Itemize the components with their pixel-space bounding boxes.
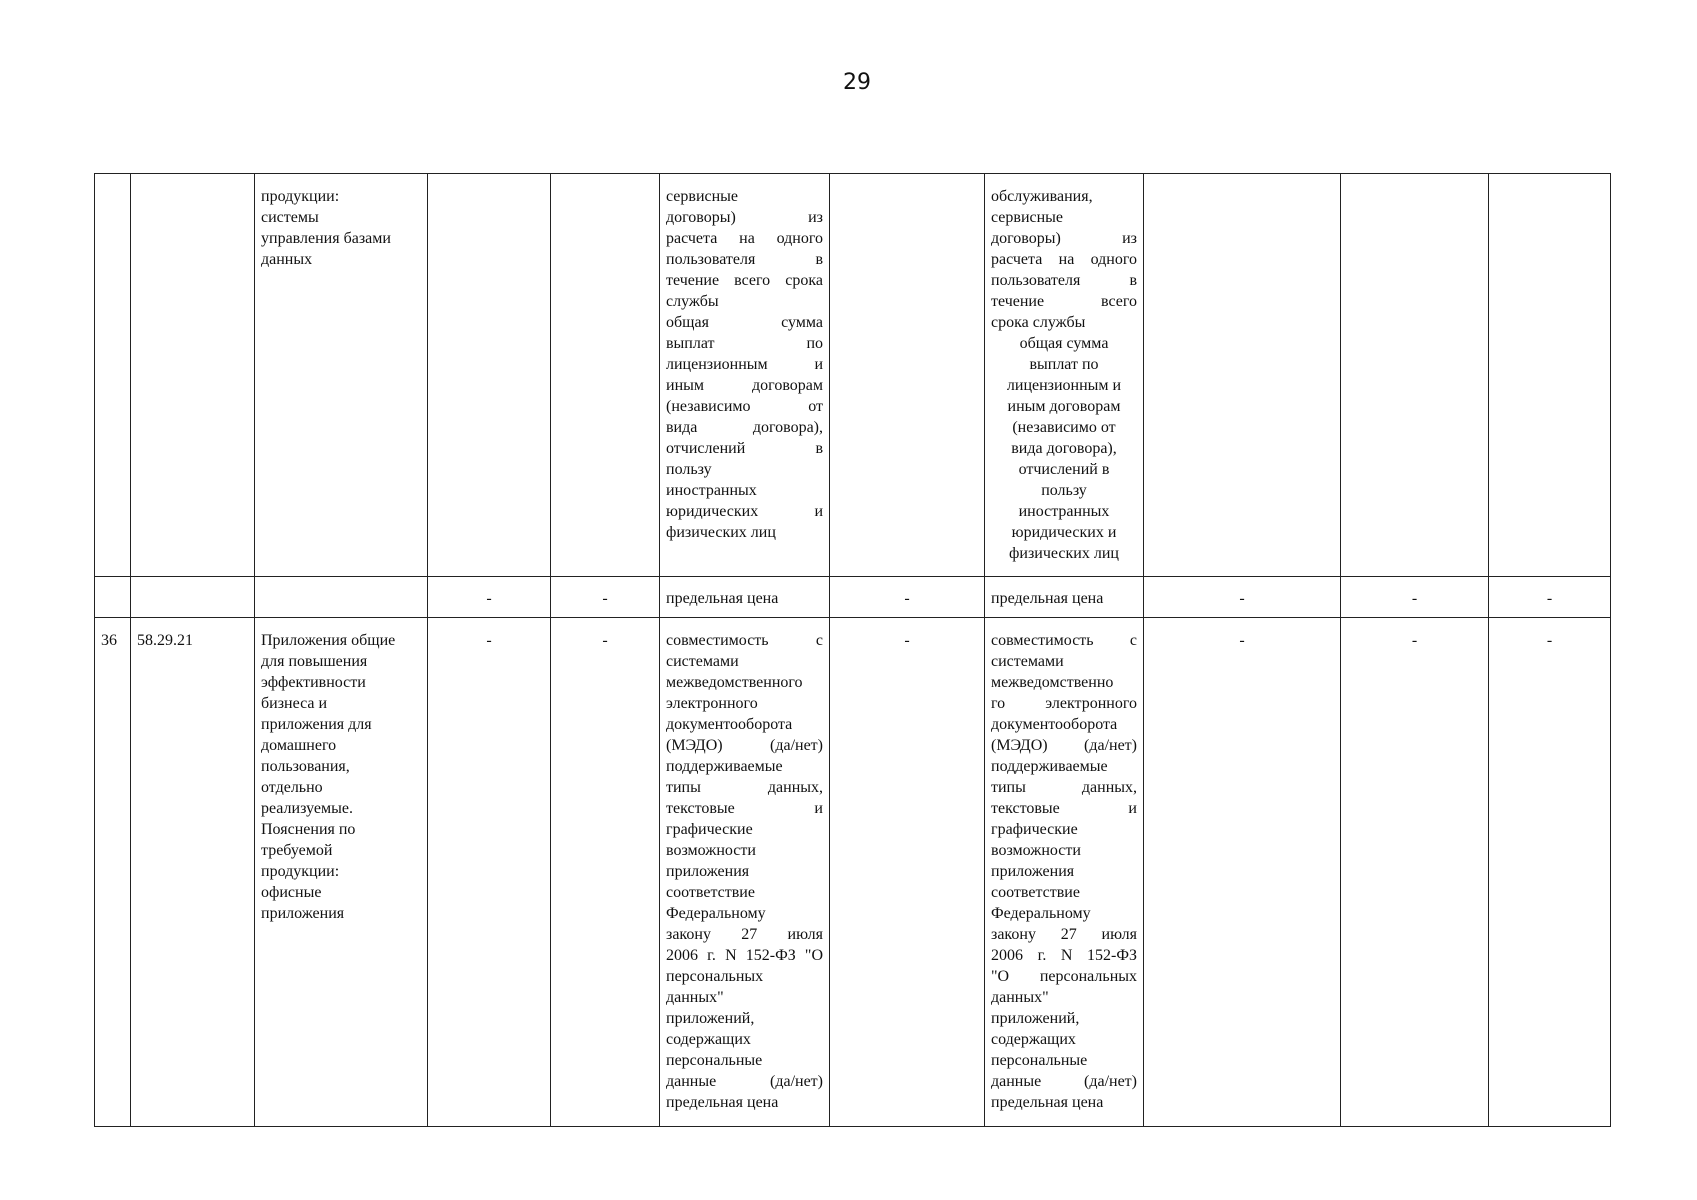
row-number-cell: 36 <box>95 618 131 1127</box>
text-line: соответствие <box>666 884 755 901</box>
text-line: данных" <box>666 989 724 1006</box>
text-line: возможности <box>666 842 756 859</box>
text-line: Федеральному <box>991 905 1091 922</box>
text-line: лицензионным и <box>666 356 823 373</box>
page-number: 29 <box>843 70 871 95</box>
text-line: (МЭДО) (да/нет) <box>666 737 823 754</box>
text-line: Пояснения по <box>261 821 356 838</box>
text-line: отчислений в <box>1018 461 1110 478</box>
text-line: приложения для <box>261 716 372 733</box>
text-line: графические <box>991 821 1078 838</box>
text-line: системами <box>666 653 739 670</box>
text-line: иным договорам <box>666 377 823 394</box>
text-line: данные (да/нет) <box>991 1073 1137 1090</box>
text-line: системы <box>261 209 319 226</box>
text-line: поддерживаемые <box>666 758 783 775</box>
characteristic-value-cell <box>985 618 1144 1127</box>
table-cell <box>1341 174 1489 577</box>
text-line: пользователя в <box>666 251 823 268</box>
table-cell <box>1489 174 1611 577</box>
okpd-code-cell <box>131 577 255 618</box>
text-line: предельная цена <box>991 1094 1104 1111</box>
text-line: пользу <box>666 461 712 478</box>
text-line: иным договорам <box>1007 398 1121 415</box>
text-line: реализуемые. <box>261 800 353 817</box>
table-cell: - <box>1144 618 1341 1127</box>
text-line: юридических и <box>666 503 823 520</box>
text-line: физических лиц <box>1009 545 1119 562</box>
characteristic-value-cell <box>985 174 1144 577</box>
text-line: расчета на одного <box>991 251 1137 268</box>
table-row <box>95 174 1611 577</box>
text-line: договоры) из <box>991 230 1137 247</box>
text-line: данных <box>261 251 313 268</box>
requirements-table <box>94 173 1611 1127</box>
text-line: го электронного <box>991 695 1137 712</box>
characteristic-value-cell: предельная цена <box>985 577 1144 618</box>
text-line: электронного <box>666 695 758 712</box>
text-line: "О персональных <box>991 968 1137 985</box>
table-cell: - <box>830 577 985 618</box>
text-line: договоры) из <box>666 209 823 226</box>
table-cell: - <box>1341 577 1489 618</box>
text-line: Федеральному <box>666 905 766 922</box>
table-cell: - <box>428 577 551 618</box>
text-line: общая сумма <box>1019 335 1109 352</box>
text-line: (независимо от <box>1012 419 1116 436</box>
product-name-cell <box>255 618 428 1127</box>
table-cell <box>428 174 551 577</box>
text-line: лицензионным и <box>1006 377 1122 394</box>
text-line: графические <box>666 821 753 838</box>
text-line: иностранных <box>666 482 757 499</box>
text-line: межведомственного <box>666 674 803 691</box>
table-cell: - <box>1489 577 1611 618</box>
text-line: выплат по <box>1029 356 1099 373</box>
text-line: продукции: <box>261 863 340 880</box>
text-line: персональные <box>991 1052 1088 1069</box>
text-line: типы данных, <box>991 779 1137 796</box>
table-cell: - <box>551 577 660 618</box>
text-line: закону 27 июля <box>991 926 1137 943</box>
text-line: текстовые и <box>991 800 1137 817</box>
text-line: пользу <box>1041 482 1087 499</box>
text-line: офисные <box>261 884 322 901</box>
text-line: 2006 г. N 152-ФЗ <box>991 947 1137 964</box>
text-line: возможности <box>991 842 1081 859</box>
text-line: (МЭДО) (да/нет) <box>991 737 1137 754</box>
text-line: эффективности <box>261 674 366 691</box>
text-line: данные (да/нет) <box>666 1073 823 1090</box>
text-line: предельная цена <box>666 1094 779 1111</box>
okpd-code-cell <box>131 174 255 577</box>
text-line: иностранных <box>1018 503 1110 520</box>
text-line: сервисные <box>991 209 1064 226</box>
text-line: продукции: <box>261 188 340 205</box>
text-line: юридических и <box>1011 524 1117 541</box>
text-line: для повышения <box>261 653 368 670</box>
text-line: расчета на одного <box>666 230 823 247</box>
text-line: документооборота <box>666 716 793 733</box>
table-cell: - <box>1144 577 1341 618</box>
text-line: срока службы <box>991 314 1086 331</box>
text-line: бизнеса и <box>261 695 328 712</box>
table-cell: - <box>428 618 551 1127</box>
text-line: общая сумма <box>666 314 823 331</box>
text-line: приложения <box>991 863 1075 880</box>
text-line: физических лиц <box>666 524 776 541</box>
table-cell <box>830 174 985 577</box>
text-line: пользователя в <box>991 272 1137 289</box>
text-line: (независимо от <box>666 398 823 415</box>
table-cell: - <box>1489 618 1611 1127</box>
text-line: вида договора), <box>666 419 823 436</box>
table-cell <box>1144 174 1341 577</box>
table-cell: - <box>830 618 985 1127</box>
text-line: совместимость с <box>991 632 1137 649</box>
text-line: поддерживаемые <box>991 758 1108 775</box>
table-row <box>95 618 1611 1127</box>
text-line: пользования, <box>261 758 350 775</box>
text-line: данных" <box>991 989 1049 1006</box>
text-line: домашнего <box>261 737 337 754</box>
text-line: службы <box>666 293 719 310</box>
table-cell: - <box>551 618 660 1127</box>
row-number-cell <box>95 577 131 618</box>
text-line: содержащих <box>991 1031 1076 1048</box>
product-name-cell <box>255 577 428 618</box>
text-line: течение всего срока <box>666 272 823 289</box>
text-line: типы данных, <box>666 779 823 796</box>
text-line: приложения <box>261 905 345 922</box>
text-line: приложений, <box>991 1010 1080 1027</box>
text-line: персональные <box>666 1052 763 1069</box>
text-line: сервисные <box>666 188 739 205</box>
table-cell <box>551 174 660 577</box>
text-line: выплат по <box>666 335 823 352</box>
product-name-cell <box>255 174 428 577</box>
text-line: отдельно <box>261 779 323 796</box>
text-line: 2006 г. N 152-ФЗ "О <box>666 947 823 964</box>
text-line: течение всего <box>991 293 1137 310</box>
text-line: требуемой <box>261 842 333 859</box>
text-line: содержащих <box>666 1031 751 1048</box>
characteristic-cell <box>660 174 830 577</box>
characteristic-cell <box>660 618 830 1127</box>
table-row <box>95 577 1611 618</box>
text-line: документооборота <box>991 716 1118 733</box>
text-line: текстовые и <box>666 800 823 817</box>
text-line: персональных <box>666 968 764 985</box>
text-line: вида договора), <box>1011 440 1117 457</box>
characteristic-cell: предельная цена <box>660 577 830 618</box>
text-line: соответствие <box>991 884 1080 901</box>
table-cell: - <box>1341 618 1489 1127</box>
text-line: приложений, <box>666 1010 755 1027</box>
text-line: приложения <box>666 863 750 880</box>
text-line: совместимость с <box>666 632 823 649</box>
text-line: Приложения общие <box>261 632 396 649</box>
text-line: системами <box>991 653 1064 670</box>
text-line: обслуживания, <box>991 188 1093 205</box>
row-number-cell <box>95 174 131 577</box>
text-line: управления базами <box>261 230 391 247</box>
okpd-code-cell: 58.29.21 <box>131 618 255 1127</box>
text-line: межведомственно <box>991 674 1114 691</box>
text-line: закону 27 июля <box>666 926 823 943</box>
text-line: отчислений в <box>666 440 823 457</box>
